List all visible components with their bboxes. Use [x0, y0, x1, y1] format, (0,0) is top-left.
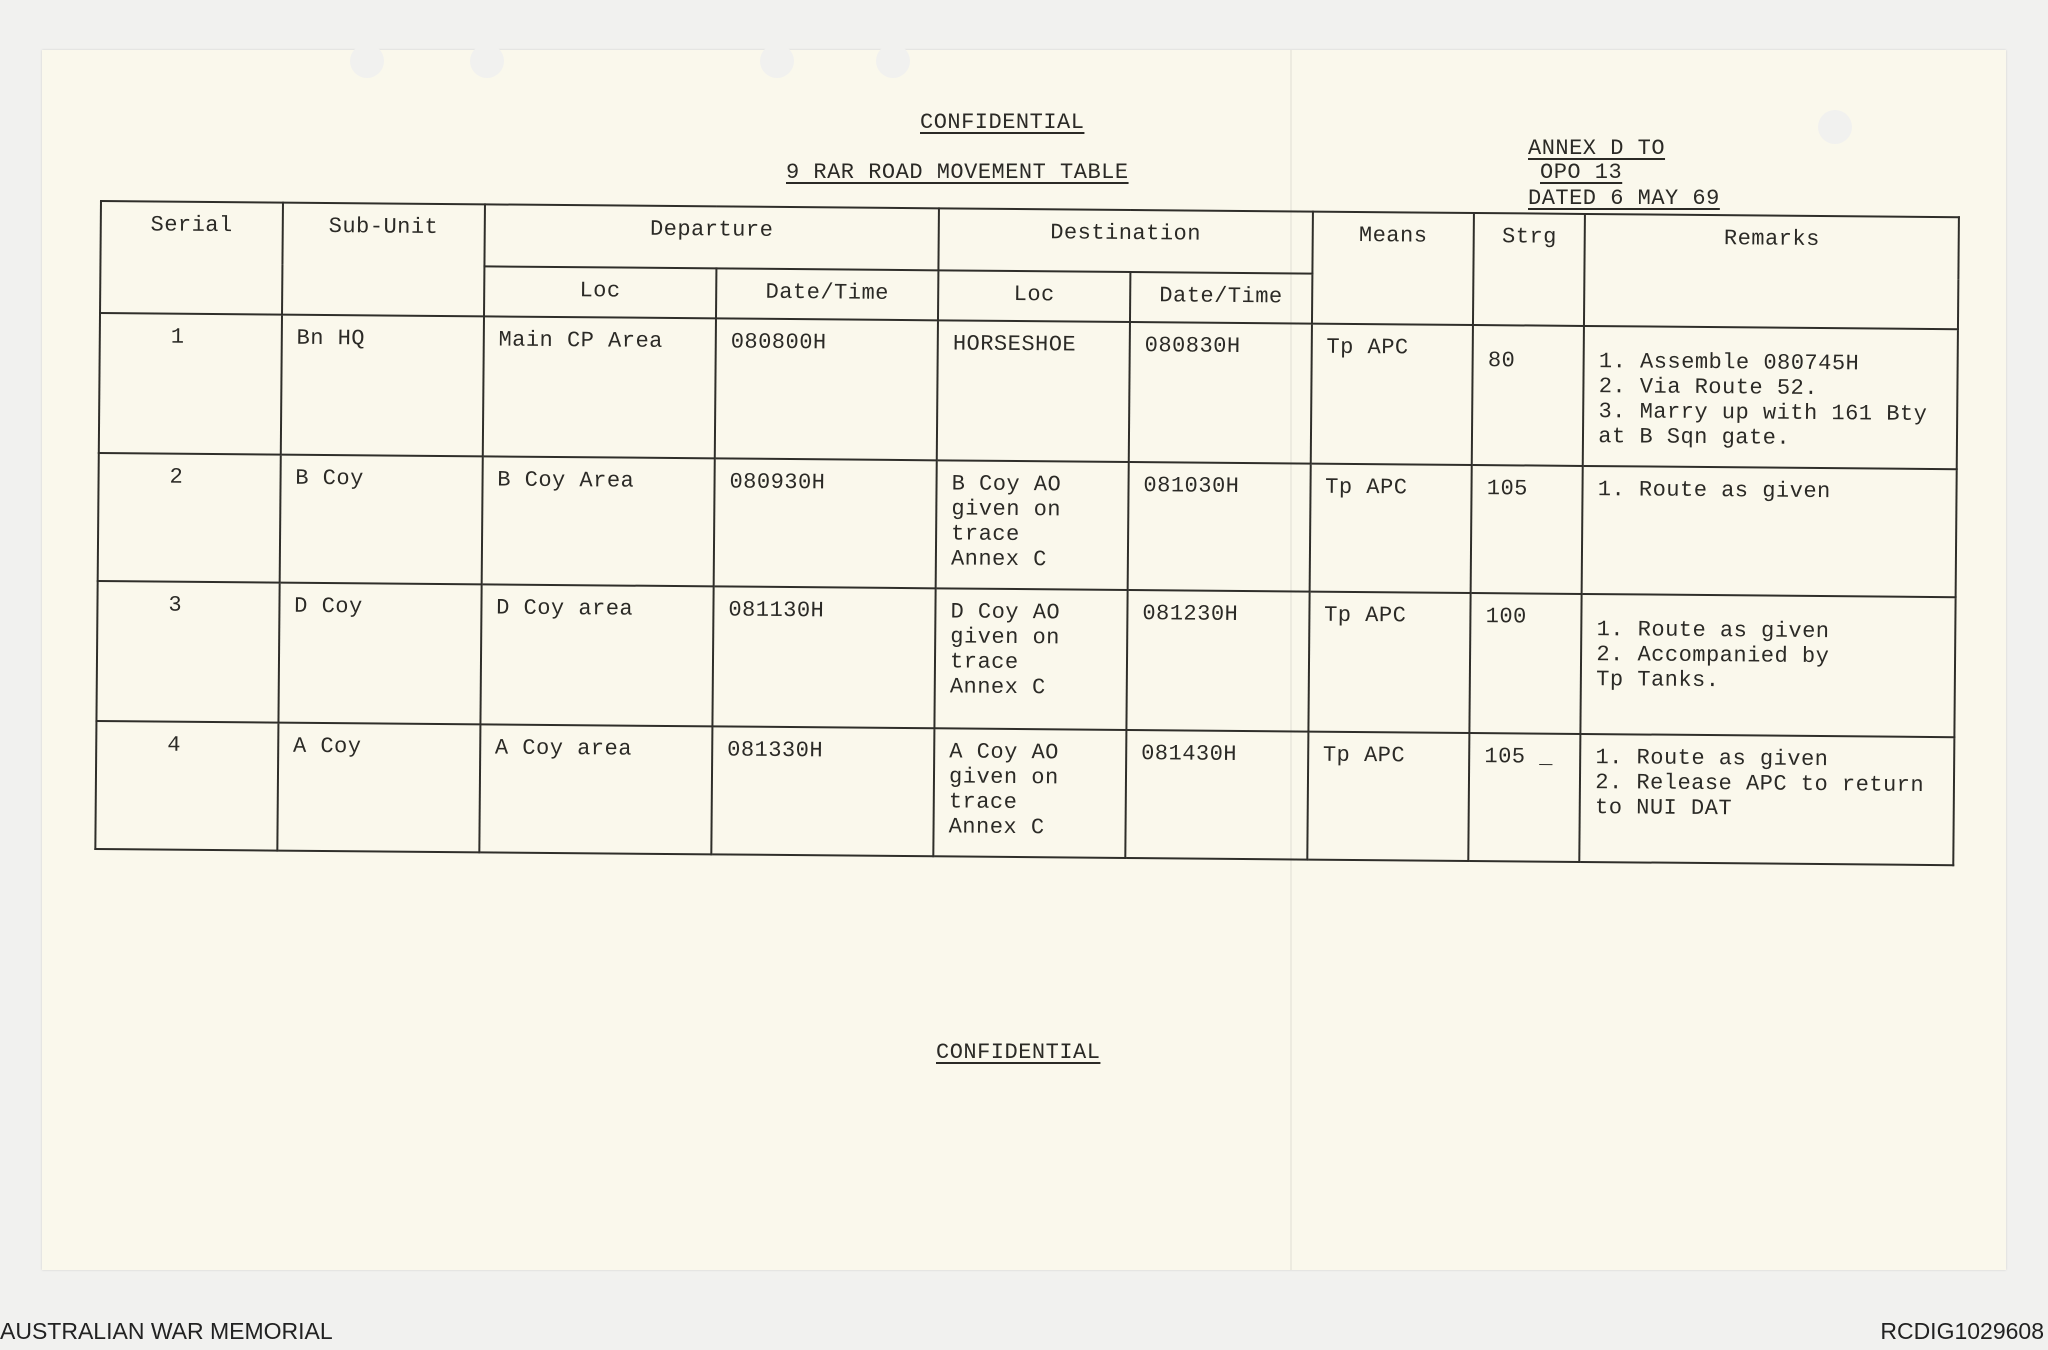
cell-departure-loc: Main CP Area	[482, 316, 715, 458]
punch-hole	[470, 44, 504, 78]
archive-institution: AUSTRALIAN WAR MEMORIAL	[0, 1318, 333, 1344]
archive-id: RCDIG1029608	[1880, 1318, 2044, 1344]
cell-strg: 100	[1470, 593, 1582, 734]
cell-destination-loc: HORSESHOE	[937, 320, 1130, 462]
cell-means: Tp APC	[1307, 732, 1470, 861]
cell-remarks: 1. Route as given 2. Accompanied by Tp Tanks.	[1581, 594, 1956, 737]
classification-top: CONFIDENTIAL	[920, 110, 1085, 135]
cell-strg: 105	[1471, 465, 1583, 594]
cell-destination-time: 081230H	[1126, 590, 1309, 732]
punch-hole	[760, 44, 794, 78]
annex-line-3: DATED 6 MAY 69	[1528, 186, 1720, 211]
cell-departure-loc: A Coy area	[479, 724, 712, 854]
cell-departure-time: 080930H	[714, 458, 937, 588]
header-strg: Strg	[1473, 213, 1585, 326]
punch-hole	[876, 44, 910, 78]
cell-sub-unit: D Coy	[278, 583, 481, 725]
cell-destination-loc: D Coy AO given on trace Annex C	[935, 588, 1128, 730]
cell-destination-loc: B Coy AO given on trace Annex C	[936, 460, 1129, 590]
header-departure-loc: Loc	[484, 266, 717, 318]
punch-hole	[1818, 110, 1852, 144]
cell-destination-time: 081430H	[1125, 730, 1308, 860]
header-sub-unit: Sub-Unit	[282, 203, 485, 317]
punch-hole	[350, 44, 384, 78]
cell-strg: 80	[1472, 325, 1584, 466]
cell-remarks: 1. Assemble 080745H 2. Via Route 52. 3. Marry up with 161 Bty at B Sqn gate.	[1583, 326, 1958, 469]
classification-bottom: CONFIDENTIAL	[936, 1040, 1101, 1065]
cell-means: Tp APC	[1309, 464, 1472, 593]
cell-means: Tp APC	[1310, 324, 1473, 465]
header-destination-loc: Loc	[938, 270, 1130, 322]
cell-serial: 1	[99, 313, 282, 455]
cell-serial: 2	[98, 453, 281, 583]
movement-table	[94, 200, 1960, 866]
cell-destination-time: 080830H	[1129, 322, 1312, 464]
table-row	[96, 581, 1955, 737]
table-row	[99, 313, 1958, 469]
cell-remarks: 1. Route as given	[1582, 466, 1957, 597]
cell-departure-loc: D Coy area	[480, 584, 713, 726]
cell-sub-unit: A Coy	[277, 723, 480, 853]
header-destination: Destination	[939, 208, 1313, 273]
header-departure: Departure	[484, 204, 939, 270]
header-departure-date-time: Date/Time	[716, 268, 939, 320]
cell-means: Tp APC	[1308, 592, 1471, 733]
annex-line-2: OPO 13	[1540, 160, 1623, 185]
cell-destination-loc: A Coy AO given on trace Annex C	[933, 728, 1126, 858]
header-remarks: Remarks	[1584, 214, 1959, 329]
header-means: Means	[1312, 212, 1475, 325]
table-row	[98, 453, 1957, 597]
cell-sub-unit: Bn HQ	[281, 315, 484, 457]
table-row	[95, 721, 1954, 865]
cell-departure-time: 081330H	[711, 726, 934, 856]
cell-serial: 4	[95, 721, 278, 851]
cell-sub-unit: B Coy	[279, 455, 482, 585]
cell-departure-time: 081130H	[712, 586, 935, 728]
header-serial: Serial	[100, 201, 283, 315]
cell-departure-loc: B Coy Area	[481, 456, 714, 586]
annex-line-1: ANNEX D TO	[1528, 136, 1666, 161]
cell-serial: 3	[96, 581, 279, 723]
cell-departure-time: 080800H	[715, 318, 938, 460]
cell-destination-time: 081030H	[1128, 462, 1311, 592]
header-destination-date-time: Date/Time	[1130, 272, 1312, 324]
cell-strg: 105 _	[1469, 733, 1581, 862]
document-title: 9 RAR ROAD MOVEMENT TABLE	[786, 160, 1129, 185]
cell-remarks: 1. Route as given 2. Release APC to return to NUI DAT	[1580, 734, 1955, 865]
